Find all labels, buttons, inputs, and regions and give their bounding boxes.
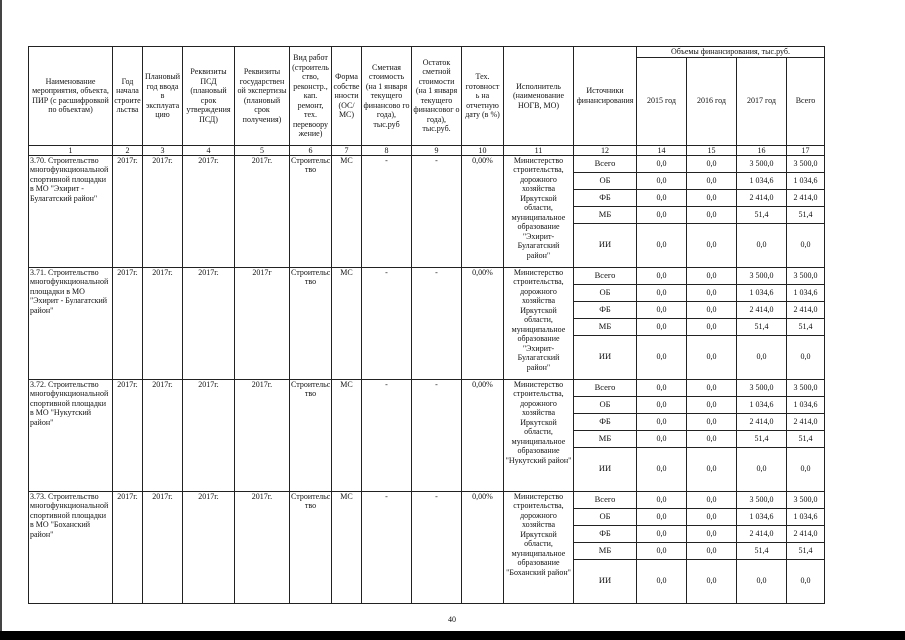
funding-value-total: 0,0 xyxy=(787,223,825,267)
work-type: Строительс тво xyxy=(290,379,332,491)
funding-value-total: 3 500,0 xyxy=(787,267,825,284)
header-funding-group: Объемы финансирования, тыс.руб. xyxy=(637,47,825,58)
funding-value-y2015: 0,0 xyxy=(637,559,687,603)
ownership: МС xyxy=(332,155,362,267)
remaining-cost: - xyxy=(412,155,462,267)
funding-value-total: 3 500,0 xyxy=(787,155,825,172)
funding-value-total: 0,0 xyxy=(787,559,825,603)
funding-value-total: 1 034,6 xyxy=(787,284,825,301)
funding-source: Всего xyxy=(574,155,637,172)
funding-value-y2016: 0,0 xyxy=(687,172,737,189)
funding-value-total: 51,4 xyxy=(787,542,825,559)
funding-value-y2016: 0,0 xyxy=(687,430,737,447)
funding-value-y2017: 1 034,6 xyxy=(737,172,787,189)
funding-value-y2015: 0,0 xyxy=(637,155,687,172)
funding-value-total: 2 414,0 xyxy=(787,413,825,430)
funding-value-y2015: 0,0 xyxy=(637,430,687,447)
funding-value-y2015: 0,0 xyxy=(637,223,687,267)
column-number: 12 xyxy=(574,145,637,155)
object-name: 3.70. Строительство многофункциональной спортивной площадки в МО "Эхирит - Булагатский район" xyxy=(29,155,113,267)
readiness-percent: 0,00% xyxy=(462,379,504,491)
header-rem-cost: Остаток сметной стоимости (на 1 января текущего финансовог о года), тыс.руб. xyxy=(412,47,462,146)
start-year: 2017г. xyxy=(113,379,143,491)
funding-source: ОБ xyxy=(574,284,637,301)
column-number: 6 xyxy=(290,145,332,155)
estimated-cost: - xyxy=(362,491,412,603)
column-number: 10 xyxy=(462,145,504,155)
header-sources: Источники финансирования xyxy=(574,47,637,146)
funding-source: ОБ xyxy=(574,396,637,413)
funding-source: ИИ xyxy=(574,559,637,603)
column-number: 3 xyxy=(143,145,183,155)
funding-source: МБ xyxy=(574,206,637,223)
funding-value-total: 1 034,6 xyxy=(787,508,825,525)
funding-value-y2015: 0,0 xyxy=(637,542,687,559)
header-work-type: Вид работ (строитель ство, реконстр., кап. ремонт, тех. перевоору жение) xyxy=(290,47,332,146)
funding-value-y2017: 51,4 xyxy=(737,206,787,223)
funding-value-y2015: 0,0 xyxy=(637,318,687,335)
funding-value-y2016: 0,0 xyxy=(687,491,737,508)
scan-edge-left xyxy=(0,0,2,640)
funding-value-y2016: 0,0 xyxy=(687,267,737,284)
funding-value-y2016: 0,0 xyxy=(687,318,737,335)
funding-value-y2015: 0,0 xyxy=(637,301,687,318)
column-number: 17 xyxy=(787,145,825,155)
funding-value-total: 2 414,0 xyxy=(787,525,825,542)
funding-value-total: 0,0 xyxy=(787,447,825,491)
remaining-cost: - xyxy=(412,267,462,379)
funding-source: ИИ xyxy=(574,223,637,267)
funding-value-total: 51,4 xyxy=(787,430,825,447)
column-number: 16 xyxy=(737,145,787,155)
start-year: 2017г. xyxy=(113,267,143,379)
scan-edge-bottom xyxy=(0,631,905,640)
funding-value-y2016: 0,0 xyxy=(687,542,737,559)
start-year: 2017г. xyxy=(113,155,143,267)
funding-value-y2015: 0,0 xyxy=(637,396,687,413)
header-ownership: Форма собстве нности (ОС/МС) xyxy=(332,47,362,146)
readiness-percent: 0,00% xyxy=(462,491,504,603)
remaining-cost: - xyxy=(412,491,462,603)
funding-value-y2016: 0,0 xyxy=(687,206,737,223)
funding-source: ФБ xyxy=(574,413,637,430)
funding-value-y2016: 0,0 xyxy=(687,335,737,379)
funding-source: МБ xyxy=(574,430,637,447)
funding-value-y2017: 2 414,0 xyxy=(737,525,787,542)
funding-value-y2015: 0,0 xyxy=(637,525,687,542)
header-start-year: Год начала строите льства xyxy=(113,47,143,146)
header-readiness: Тех. готовност ь на отчетную дату (в %) xyxy=(462,47,504,146)
work-type: Строительс тво xyxy=(290,267,332,379)
funding-value-y2015: 0,0 xyxy=(637,379,687,396)
column-number: 4 xyxy=(183,145,235,155)
executor: Министерство строительства, дорожного хозяйства Иркутской области, муниципальное образование "Боханский район" xyxy=(504,491,574,603)
psd-date: 2017г. xyxy=(183,155,235,267)
object-name: 3.71. Строительство многофункциональной площадки в МО "Эхирит - Булагатский район" xyxy=(29,267,113,379)
funding-value-y2016: 0,0 xyxy=(687,223,737,267)
header-name: Наименование мероприятия, объекта, ПИР (с расшифровкой по объектам) xyxy=(29,47,113,146)
ownership: МС xyxy=(332,491,362,603)
funding-source: ИИ xyxy=(574,447,637,491)
estimated-cost: - xyxy=(362,267,412,379)
expertise-date: 2017г xyxy=(235,267,290,379)
table-body xyxy=(29,155,825,603)
column-number: 2 xyxy=(113,145,143,155)
funding-source: ФБ xyxy=(574,301,637,318)
table-row xyxy=(29,267,825,284)
plan-year: 2017г. xyxy=(143,491,183,603)
column-number: 14 xyxy=(637,145,687,155)
funding-value-y2015: 0,0 xyxy=(637,447,687,491)
psd-date: 2017г. xyxy=(183,267,235,379)
funding-source: МБ xyxy=(574,318,637,335)
header-plan-year: Плановый год ввода в эксплуата цию xyxy=(143,47,183,146)
estimated-cost: - xyxy=(362,379,412,491)
funding-source: ФБ xyxy=(574,525,637,542)
column-number: 7 xyxy=(332,145,362,155)
column-number: 5 xyxy=(235,145,290,155)
funding-source: ИИ xyxy=(574,335,637,379)
funding-value-y2016: 0,0 xyxy=(687,396,737,413)
financing-table xyxy=(28,46,825,604)
funding-value-y2015: 0,0 xyxy=(637,508,687,525)
work-type: Строительс тво xyxy=(290,491,332,603)
header-2016: 2016 год xyxy=(687,57,737,145)
funding-value-y2015: 0,0 xyxy=(637,284,687,301)
header-2015: 2015 год xyxy=(637,57,687,145)
funding-value-y2017: 1 034,6 xyxy=(737,508,787,525)
plan-year: 2017г. xyxy=(143,155,183,267)
funding-value-total: 2 414,0 xyxy=(787,301,825,318)
column-number: 11 xyxy=(504,145,574,155)
funding-value-y2016: 0,0 xyxy=(687,189,737,206)
readiness-percent: 0,00% xyxy=(462,155,504,267)
header-executor: Исполнитель (наименование НОГВ, МО) xyxy=(504,47,574,146)
funding-value-y2016: 0,0 xyxy=(687,525,737,542)
funding-value-y2016: 0,0 xyxy=(687,508,737,525)
object-name: 3.73. Строительство многофункциональной спортивной площадки в МО "Боханский район" xyxy=(29,491,113,603)
executor: Министерство строительства, дорожного хозяйства Иркутской области, муниципальное образование "Эхирит-Булагатский район" xyxy=(504,267,574,379)
funding-value-y2017: 51,4 xyxy=(737,542,787,559)
funding-source: МБ xyxy=(574,542,637,559)
plan-year: 2017г. xyxy=(143,267,183,379)
financing-table-sheet xyxy=(28,46,818,604)
funding-value-y2016: 0,0 xyxy=(687,447,737,491)
funding-value-total: 3 500,0 xyxy=(787,491,825,508)
column-number: 15 xyxy=(687,145,737,155)
object-name: 3.72. Строительство многофункциональной спортивной площадки в МО "Нукутский район" xyxy=(29,379,113,491)
funding-value-y2017: 51,4 xyxy=(737,318,787,335)
funding-value-y2017: 3 500,0 xyxy=(737,379,787,396)
funding-value-total: 1 034,6 xyxy=(787,396,825,413)
header-est-cost: Сметная стоимость (на 1 января текущего финансово го года), тыс.руб xyxy=(362,47,412,146)
funding-value-y2016: 0,0 xyxy=(687,559,737,603)
expertise-date: 2017г. xyxy=(235,379,290,491)
funding-value-y2017: 0,0 xyxy=(737,335,787,379)
funding-value-y2017: 1 034,6 xyxy=(737,396,787,413)
column-number: 8 xyxy=(362,145,412,155)
header-expertise: Реквизиты государствен ой экспертизы (плановый срок получения) xyxy=(235,47,290,146)
executor: Министерство строительства, дорожного хозяйства Иркутской области, муниципальное образование "Нукутский район" xyxy=(504,379,574,491)
table-row xyxy=(29,155,825,172)
funding-value-y2015: 0,0 xyxy=(637,491,687,508)
funding-value-total: 51,4 xyxy=(787,318,825,335)
expertise-date: 2017г. xyxy=(235,155,290,267)
funding-value-y2015: 0,0 xyxy=(637,172,687,189)
funding-value-y2015: 0,0 xyxy=(637,413,687,430)
readiness-percent: 0,00% xyxy=(462,267,504,379)
psd-date: 2017г. xyxy=(183,379,235,491)
work-type: Строительс тво xyxy=(290,155,332,267)
expertise-date: 2017г. xyxy=(235,491,290,603)
funding-value-total: 3 500,0 xyxy=(787,379,825,396)
psd-date: 2017г. xyxy=(183,491,235,603)
funding-source: ОБ xyxy=(574,172,637,189)
funding-value-y2017: 51,4 xyxy=(737,430,787,447)
funding-value-y2016: 0,0 xyxy=(687,379,737,396)
funding-source: Всего xyxy=(574,379,637,396)
funding-value-total: 2 414,0 xyxy=(787,189,825,206)
funding-source: ОБ xyxy=(574,508,637,525)
ownership: МС xyxy=(332,267,362,379)
header-psd: Реквизиты ПСД (плановый срок утверждения ПСД) xyxy=(183,47,235,146)
funding-value-y2017: 1 034,6 xyxy=(737,284,787,301)
funding-value-y2017: 0,0 xyxy=(737,223,787,267)
ownership: МС xyxy=(332,379,362,491)
funding-value-y2015: 0,0 xyxy=(637,189,687,206)
header-2017: 2017 год xyxy=(737,57,787,145)
funding-value-y2015: 0,0 xyxy=(637,206,687,223)
funding-source: ФБ xyxy=(574,189,637,206)
funding-value-y2017: 0,0 xyxy=(737,559,787,603)
plan-year: 2017г. xyxy=(143,379,183,491)
funding-source: Всего xyxy=(574,491,637,508)
page-number: 40 xyxy=(448,615,456,624)
column-number-row xyxy=(29,145,825,155)
funding-value-y2017: 3 500,0 xyxy=(737,267,787,284)
column-number: 9 xyxy=(412,145,462,155)
column-number: 1 xyxy=(29,145,113,155)
start-year: 2017г. xyxy=(113,491,143,603)
funding-value-y2015: 0,0 xyxy=(637,267,687,284)
funding-value-y2017: 2 414,0 xyxy=(737,189,787,206)
funding-value-total: 0,0 xyxy=(787,335,825,379)
funding-value-y2017: 3 500,0 xyxy=(737,491,787,508)
table-row xyxy=(29,379,825,396)
funding-value-total: 51,4 xyxy=(787,206,825,223)
funding-value-y2016: 0,0 xyxy=(687,155,737,172)
funding-value-y2017: 0,0 xyxy=(737,447,787,491)
funding-value-y2017: 3 500,0 xyxy=(737,155,787,172)
funding-value-y2016: 0,0 xyxy=(687,284,737,301)
remaining-cost: - xyxy=(412,379,462,491)
funding-value-y2015: 0,0 xyxy=(637,335,687,379)
funding-value-y2017: 2 414,0 xyxy=(737,413,787,430)
funding-value-total: 1 034,6 xyxy=(787,172,825,189)
table-row xyxy=(29,491,825,508)
funding-value-y2016: 0,0 xyxy=(687,301,737,318)
executor: Министерство строительства, дорожного хозяйства Иркутской области, муниципальное образование "Эхирит-Булагатский район" xyxy=(504,155,574,267)
estimated-cost: - xyxy=(362,155,412,267)
funding-value-y2017: 2 414,0 xyxy=(737,301,787,318)
funding-source: Всего xyxy=(574,267,637,284)
funding-value-y2016: 0,0 xyxy=(687,413,737,430)
header-total: Всего xyxy=(787,57,825,145)
